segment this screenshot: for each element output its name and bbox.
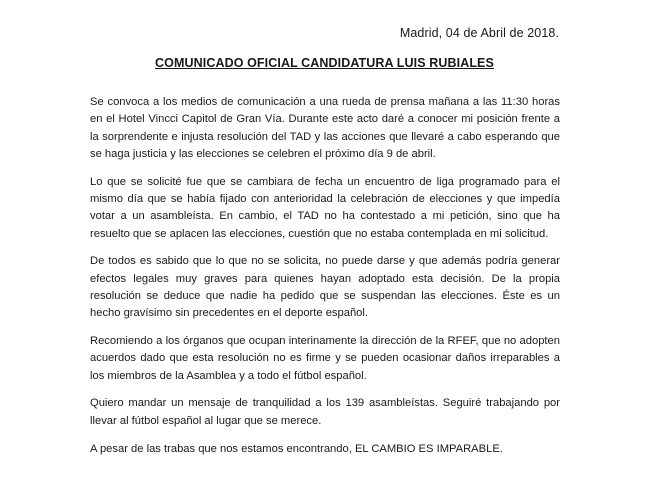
- paragraph-message: Quiero mandar un mensaje de tranquilidad a los 139 asambleístas. Seguiré trabajando por llevar al fútbol español al lugar que se merece.: [90, 397, 560, 427]
- paragraph-closing: A pesar de las trabas que nos estamos encontrando, EL CAMBIO ES IMPARABLE.: [90, 442, 503, 455]
- paragraph-legal-effects: De todos es sabido que lo que no se solicita, no puede darse y que además podría generar efectos legales muy graves para quienes hayan adoptado esta decisión. De la propia resolución se deduce que nadie ha pedido que se suspendan las elecciones. Éste es un hecho gravísimo sin precedentes en el deporte español.: [90, 255, 560, 320]
- document-date: Madrid, 04 de Abril de 2018.: [399, 26, 559, 40]
- document-title: COMUNICADO OFICIAL CANDIDATURA LUIS RUBIALES: [155, 56, 494, 70]
- paragraph-press-conference: Se convoca a los medios de comunicación a una rueda de prensa mañana a las 11:30 horas en el Hotel Vincci Capitol de Gran Vía. Durante este acto daré a conocer mi posición frente a la sorprendente e injusta resolución del TAD y las acciones que llevaré a cabo esperando que se haga justicia y las elecciones se celebren el próximo día 9 de abril.: [90, 96, 560, 160]
- paragraph-recommendation: Recomiendo a los órganos que ocupan interinamente la dirección de la RFEF, que no adopten acuerdos dado que esta resolución no es firme y se pueden ocasionar daños irreparables a los miembros de la Asamblea y a todo el fútbol español.: [90, 335, 560, 382]
- paragraph-request: Lo que se solicité fue que se cambiara de fecha un encuentro de liga programado para el mismo día que se había fijado con anterioridad la celebración de elecciones y que impedía votar a un asambleísta. En cambio, el TAD no ha contestado a mi petición, sino que ha resuelto que se aplacen las elecciones, cuestión que no estaba contemplada en mi solicitud.: [90, 175, 560, 240]
- document-body: [90, 94, 560, 468]
